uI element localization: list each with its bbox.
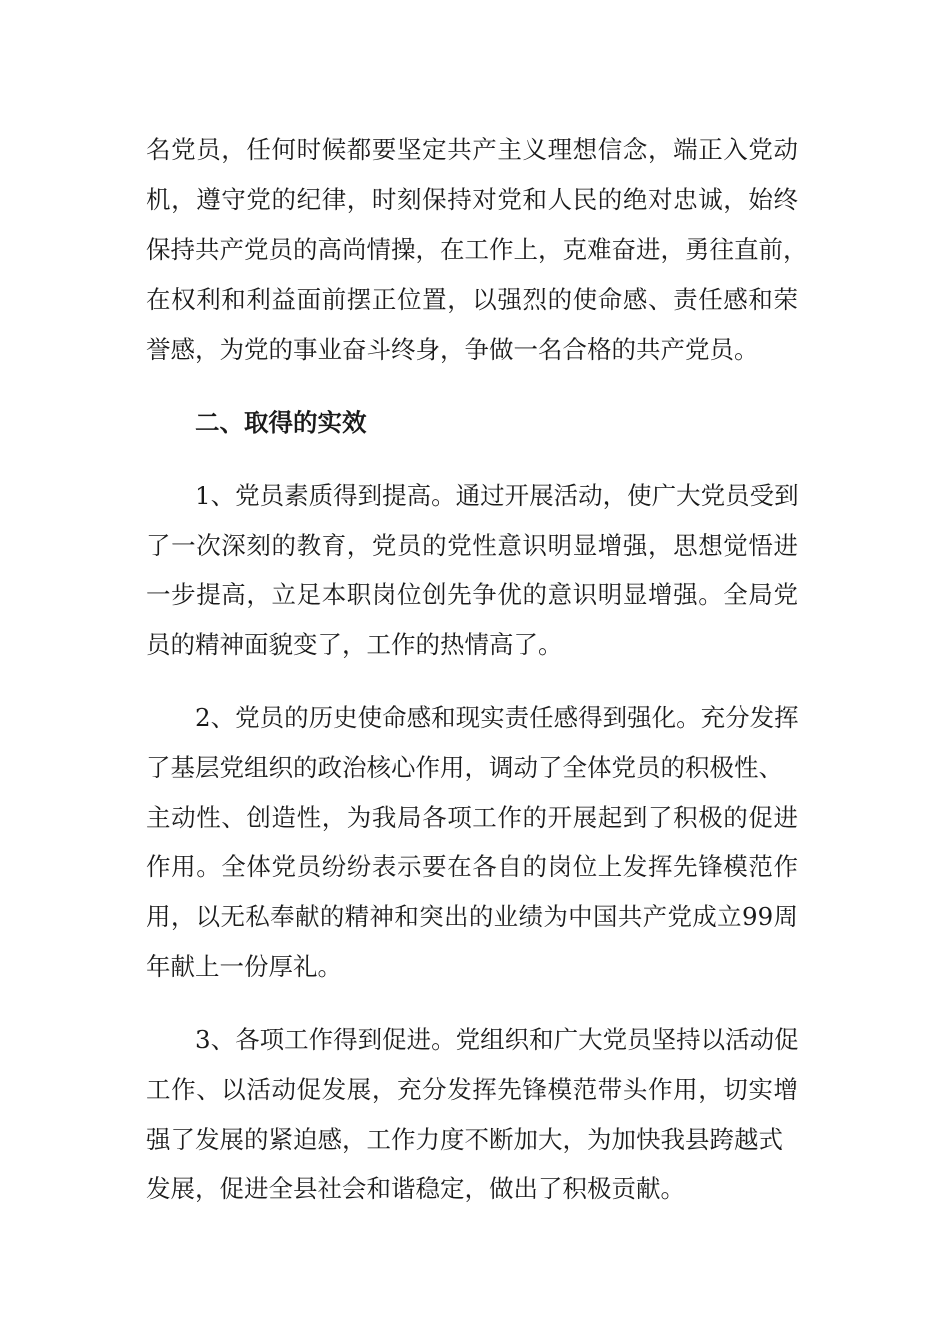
text-line: 2、党员的历史使命感和现实责任感得到强化。充分发挥 [195,703,799,732]
text-line: 了一次深刻的教育，党员的党性意识明显增强，思想觉悟进 [146,531,798,560]
text-line: 员的精神面貌变了，工作的热情高了。 [146,630,563,659]
text-line: 了基层党组织的政治核心作用，调动了全体党员的积极性、 [146,753,783,782]
text-line: 保持共产党员的高尚情操，在工作上，克难奋进，勇往直前， [146,235,808,264]
text-line: 主动性、创造性，为我局各项工作的开展起到了积极的促进 [146,803,798,832]
text-line: 誉感，为党的事业奋斗终身，争做一名合格的共产党员。 [146,335,759,364]
text-line: 用，以无私奉献的精神和突出的业绩为中国共产党成立99周 [146,902,798,931]
text-line: 强了发展的紧迫感，工作力度不断加大，为加快我县跨越式 [146,1125,783,1154]
text-line: 1、党员素质得到提高。通过开展活动，使广大党员受到 [195,481,799,510]
text-line: 年献上一份厚礼。 [146,952,342,981]
text-line: 3、各项工作得到促进。党组织和广大党员坚持以活动促 [195,1025,799,1054]
text-line: 在权利和利益面前摆正位置，以强烈的使命感、责任感和荣 [146,285,798,314]
section-heading: 二、取得的实效 [195,408,367,437]
text-line: 机，遵守党的纪律，时刻保持对党和人民的绝对忠诚，始终 [146,185,798,214]
text-line: 名党员，任何时候都要坚定共产主义理想信念，端正入党动 [146,135,798,164]
text-line: 发展，促进全县社会和谐稳定，做出了积极贡献。 [146,1174,685,1203]
text-line: 一步提高，立足本职岗位创先争优的意识明显增强。全局党 [146,580,798,609]
text-line: 作用。全体党员纷纷表示要在各自的岗位上发挥先锋模范作 [146,852,798,881]
text-line: 工作、以活动促发展，充分发挥先锋模范带头作用，切实增 [146,1075,798,1104]
